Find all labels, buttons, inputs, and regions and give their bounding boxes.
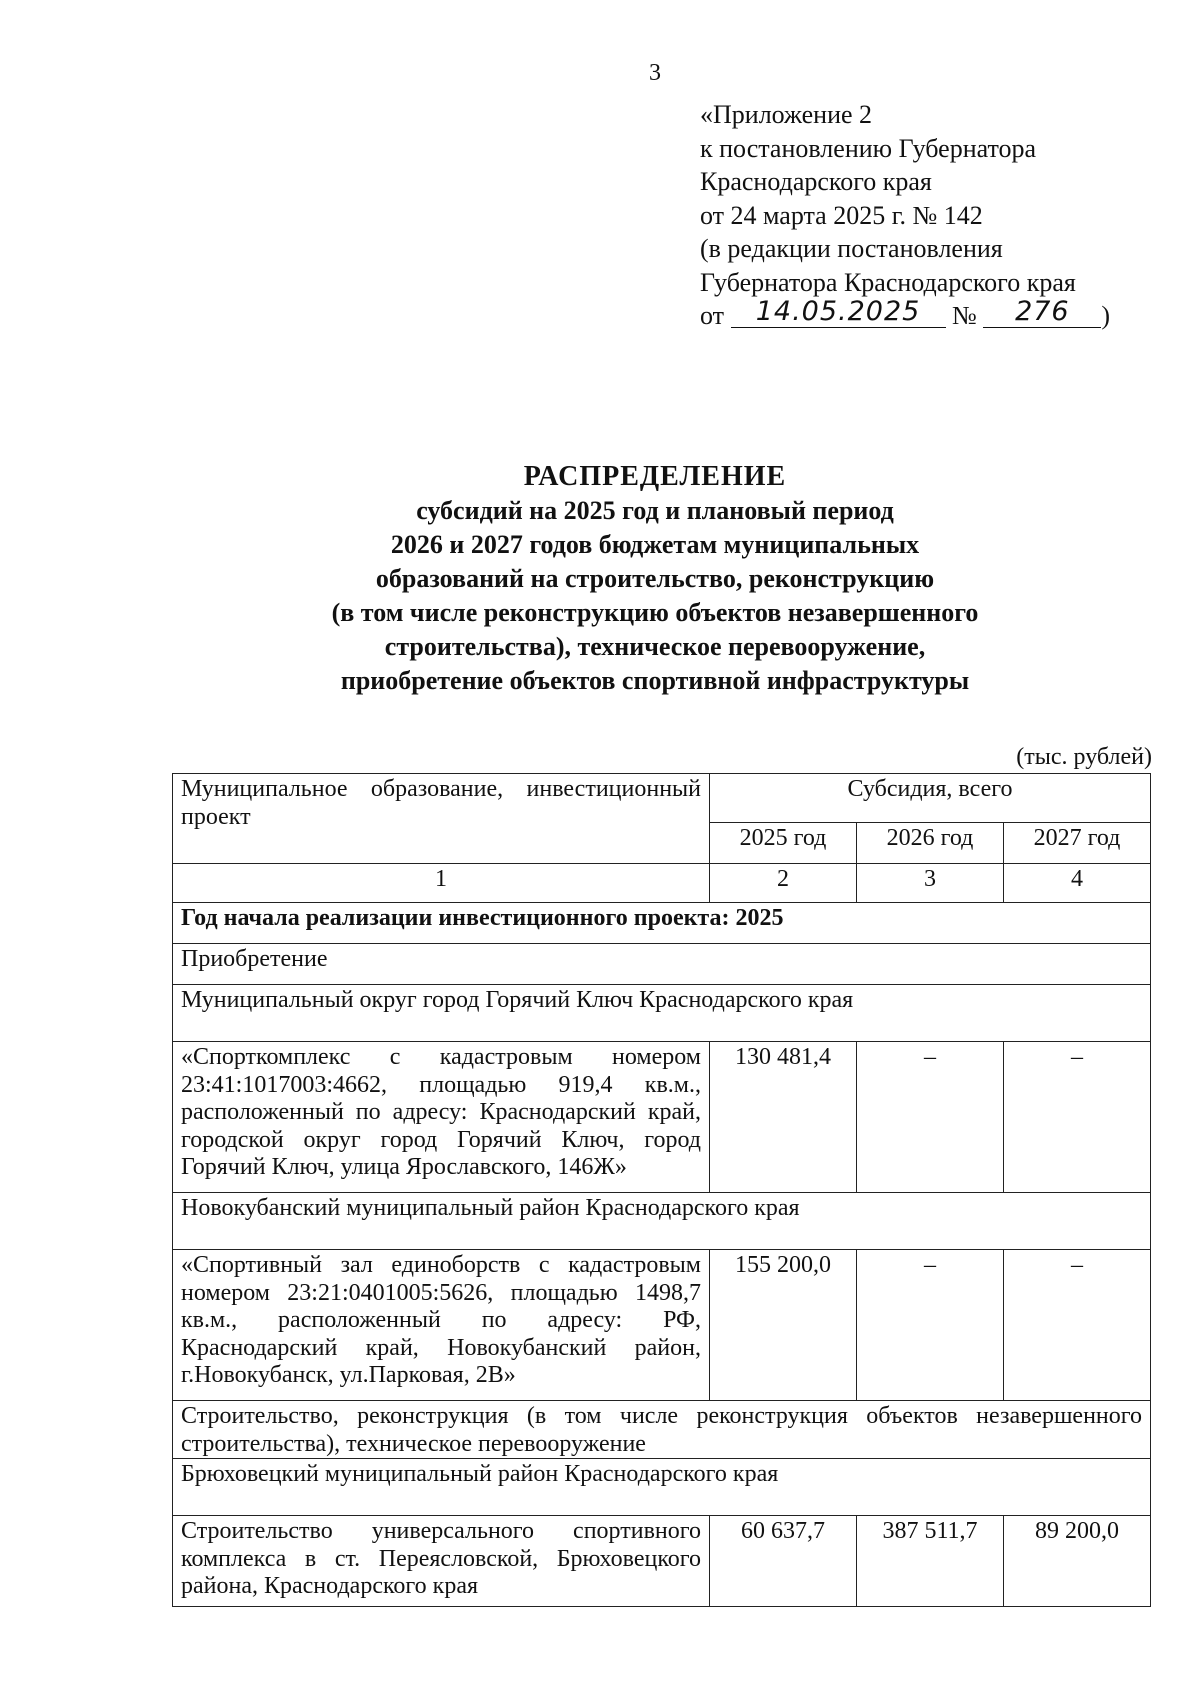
project-name: Строительство универсального спортивного комплекса в ст. Переясловской, Брюховецкого района, Краснодарского края [173,1516,710,1607]
project-name: «Спортивный зал единоборств с кадастровым номером 23:21:0401005:5626, площадью 1498,7 кв.м., расположенный по адресу: РФ, Краснодарский край, Новокубанский район, г.Новокубанск, ул.Парковая, 2В» [173,1250,710,1401]
units-label: (тыс. рублей) [1016,744,1152,770]
table-row [173,1516,1151,1607]
appendix-line: к постановлению Губернатора [700,133,1037,163]
table-row [173,985,1151,1042]
column-index: 2 [710,864,857,903]
table-header-row [173,774,1151,823]
document-title [0,460,1200,698]
title-line: (в том числе реконструкцию объектов незавершенного [331,598,979,627]
value-2025: 60 637,7 [710,1516,857,1607]
table-row [173,1250,1151,1401]
from-label: от [700,301,725,330]
header-municipality-project: Муниципальное образование, инвестиционный проект [173,774,710,864]
number-field [983,296,1101,328]
appendix-header [700,98,1170,333]
header-year-2027: 2027 год [1004,823,1151,864]
appendix-line: (в редакции постановления [700,234,1003,263]
title-line: образований на строительство, реконструкцию [375,564,935,593]
column-index: 4 [1004,864,1151,903]
value-2026: 387 511,7 [857,1516,1004,1607]
appendix-date-number-line [700,296,1170,333]
header-year-2026: 2026 год [857,823,1004,864]
title-line: субсидий на 2025 год и плановый период [416,496,894,525]
column-index-row [173,864,1151,903]
table-row [173,1193,1151,1250]
header-subsidy-total: Субсидия, всего [710,774,1151,823]
table-row [173,1459,1151,1516]
section-start-year: Год начала реализации инвестиционного проекта: 2025 [173,903,1151,944]
municipality-goryachy-klyuch: Муниципальный округ город Горячий Ключ Краснодарского края [173,985,1151,1042]
column-index: 1 [173,864,710,903]
title-line: строительства), техническое перевооружение, [384,632,926,661]
value-2027: 89 200,0 [1004,1516,1151,1607]
group-acquisition: Приобретение [173,944,1151,985]
title-line: 2026 и 2027 годов бюджетам муниципальных [390,530,920,559]
value-2027: – [1004,1042,1151,1193]
value-2026: – [857,1042,1004,1193]
title-line: приобретение объектов спортивной инфраструктуры [340,666,970,695]
subsidy-distribution-table [172,773,1151,1607]
value-2025: 155 200,0 [710,1250,857,1401]
value-2027: – [1004,1250,1151,1401]
title-main: РАСПРЕДЕЛЕНИЕ [523,461,787,492]
column-index: 3 [857,864,1004,903]
number-label: № [952,301,977,330]
municipality-novokubansky: Новокубанский муниципальный район Краснодарского края [173,1193,1151,1250]
group-construction: Строительство, реконструкция (в том числе реконструкция объектов незавершенного строительства), техническое перевооружение [173,1401,1151,1459]
table-row [173,1042,1151,1193]
appendix-line: от 24 марта 2025 г. № 142 [700,200,983,230]
project-name: «Спорткомплекс с кадастровым номером 23:41:1017003:4662, площадью 919,4 кв.м., расположенный по адресу: Краснодарский край, городской округ город Горячий Ключ, город Горячий Ключ, улица Ярославского, 146Ж» [173,1042,710,1193]
handwritten-number: 276 [1015,296,1070,327]
header-year-2025: 2025 год [710,823,857,864]
close-paren: ) [1101,301,1111,330]
page-number: 3 [649,60,661,86]
appendix-line: «Приложение 2 [700,100,873,129]
handwritten-date: 14.05.2025 [755,296,921,327]
table-row [173,944,1151,985]
date-field [731,296,946,328]
appendix-line: Губернатора Краснодарского края [700,267,1076,297]
appendix-line: Краснодарского края [700,167,932,196]
table-row [173,1401,1151,1459]
value-2026: – [857,1250,1004,1401]
municipality-bryukhovetsky: Брюховецкий муниципальный район Краснодарского края [173,1459,1151,1516]
value-2025: 130 481,4 [710,1042,857,1193]
table-row [173,903,1151,944]
